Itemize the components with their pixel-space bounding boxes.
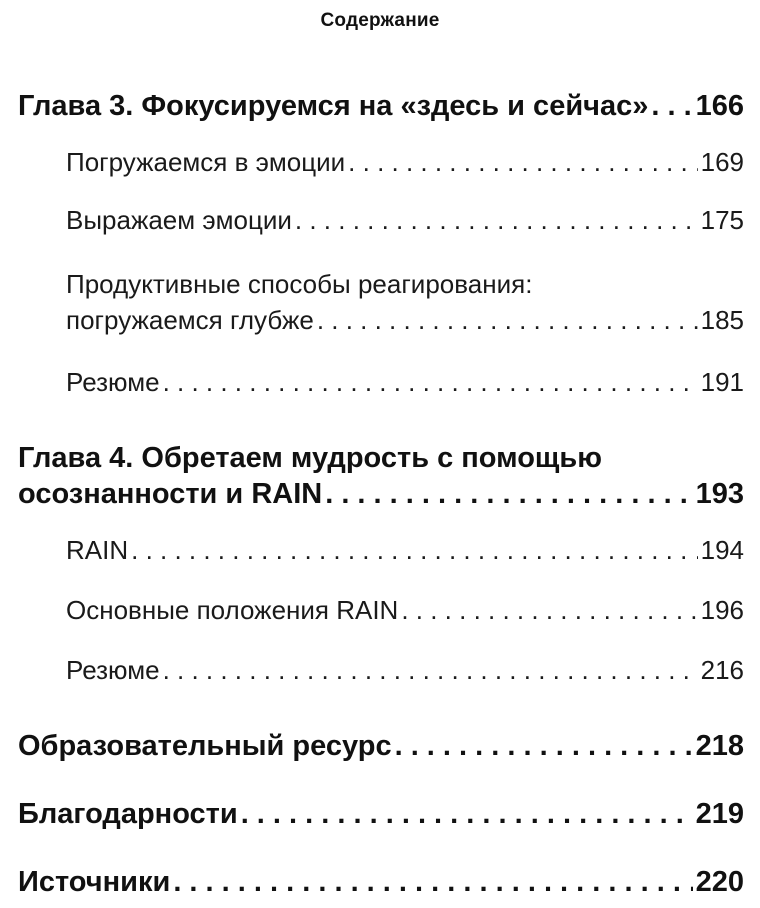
toc-section-summary-3 [66, 364, 744, 400]
toc-section-rain-basics [66, 592, 744, 628]
dot-leader [173, 864, 692, 900]
toc-page-number: 185 [700, 305, 744, 335]
dot-leader [163, 652, 698, 688]
toc-entry-title: Благодарности [18, 798, 238, 830]
toc-page-number: 196 [700, 595, 744, 625]
toc-entry-title: Погружаемся в эмоции [66, 147, 346, 177]
toc-entry-title: Глава 3. Фокусируемся на «здесь и сейчас» [18, 90, 649, 122]
toc-section-expressing [66, 202, 744, 238]
dot-leader [325, 476, 692, 512]
toc-entry-title: Источники [18, 866, 171, 898]
toc-page-number: 193 [695, 478, 744, 510]
dot-leader [163, 364, 698, 400]
toc-entry-title: RAIN [66, 535, 129, 565]
toc-entry-title: погружаемся глубже [66, 305, 314, 335]
toc-chapter-3 [18, 88, 744, 124]
toc-acknowledgements [18, 796, 744, 832]
toc-section-immersion [66, 144, 744, 180]
toc-sources [18, 864, 744, 900]
toc-entry-title: Образовательный ресурс [18, 730, 392, 762]
toc-section-productive [66, 266, 744, 338]
toc-page-number: 194 [700, 535, 744, 565]
dot-leader [395, 728, 693, 764]
toc-page-number: 166 [695, 90, 744, 122]
toc-entry-title: Резюме [66, 655, 160, 685]
page-header: Содержание [320, 10, 440, 31]
dot-leader [317, 302, 698, 338]
toc-entry-title: Основные положения RAIN [66, 595, 399, 625]
toc-page-number: 169 [700, 147, 744, 177]
dot-leader [348, 144, 697, 180]
toc-educational-resource [18, 728, 744, 764]
toc-entry-title-line1: Продуктивные способы реагирования: [66, 269, 533, 299]
toc-page-number: 219 [695, 798, 744, 830]
toc-page-number: 191 [700, 367, 744, 397]
dot-leader [295, 202, 698, 238]
dot-leader [241, 796, 693, 832]
toc-entry-title-line1: Глава 4. Обретаем мудрость с помощью [18, 442, 602, 474]
dot-leader [401, 592, 697, 628]
toc-chapter-4 [18, 440, 744, 512]
toc-section-summary-4 [66, 652, 744, 688]
toc-page-number: 220 [695, 866, 744, 898]
toc-entry-title: Выражаем эмоции [66, 205, 292, 235]
toc-page-number: 218 [695, 730, 744, 762]
toc-page-number: 175 [700, 205, 744, 235]
toc-section-rain [66, 532, 744, 568]
toc-entry-title: Резюме [66, 367, 160, 397]
dot-leader [651, 88, 692, 124]
dot-leader [131, 532, 697, 568]
toc-entry-title: осознанности и RAIN [18, 478, 323, 510]
toc-page-number: 216 [700, 655, 744, 685]
